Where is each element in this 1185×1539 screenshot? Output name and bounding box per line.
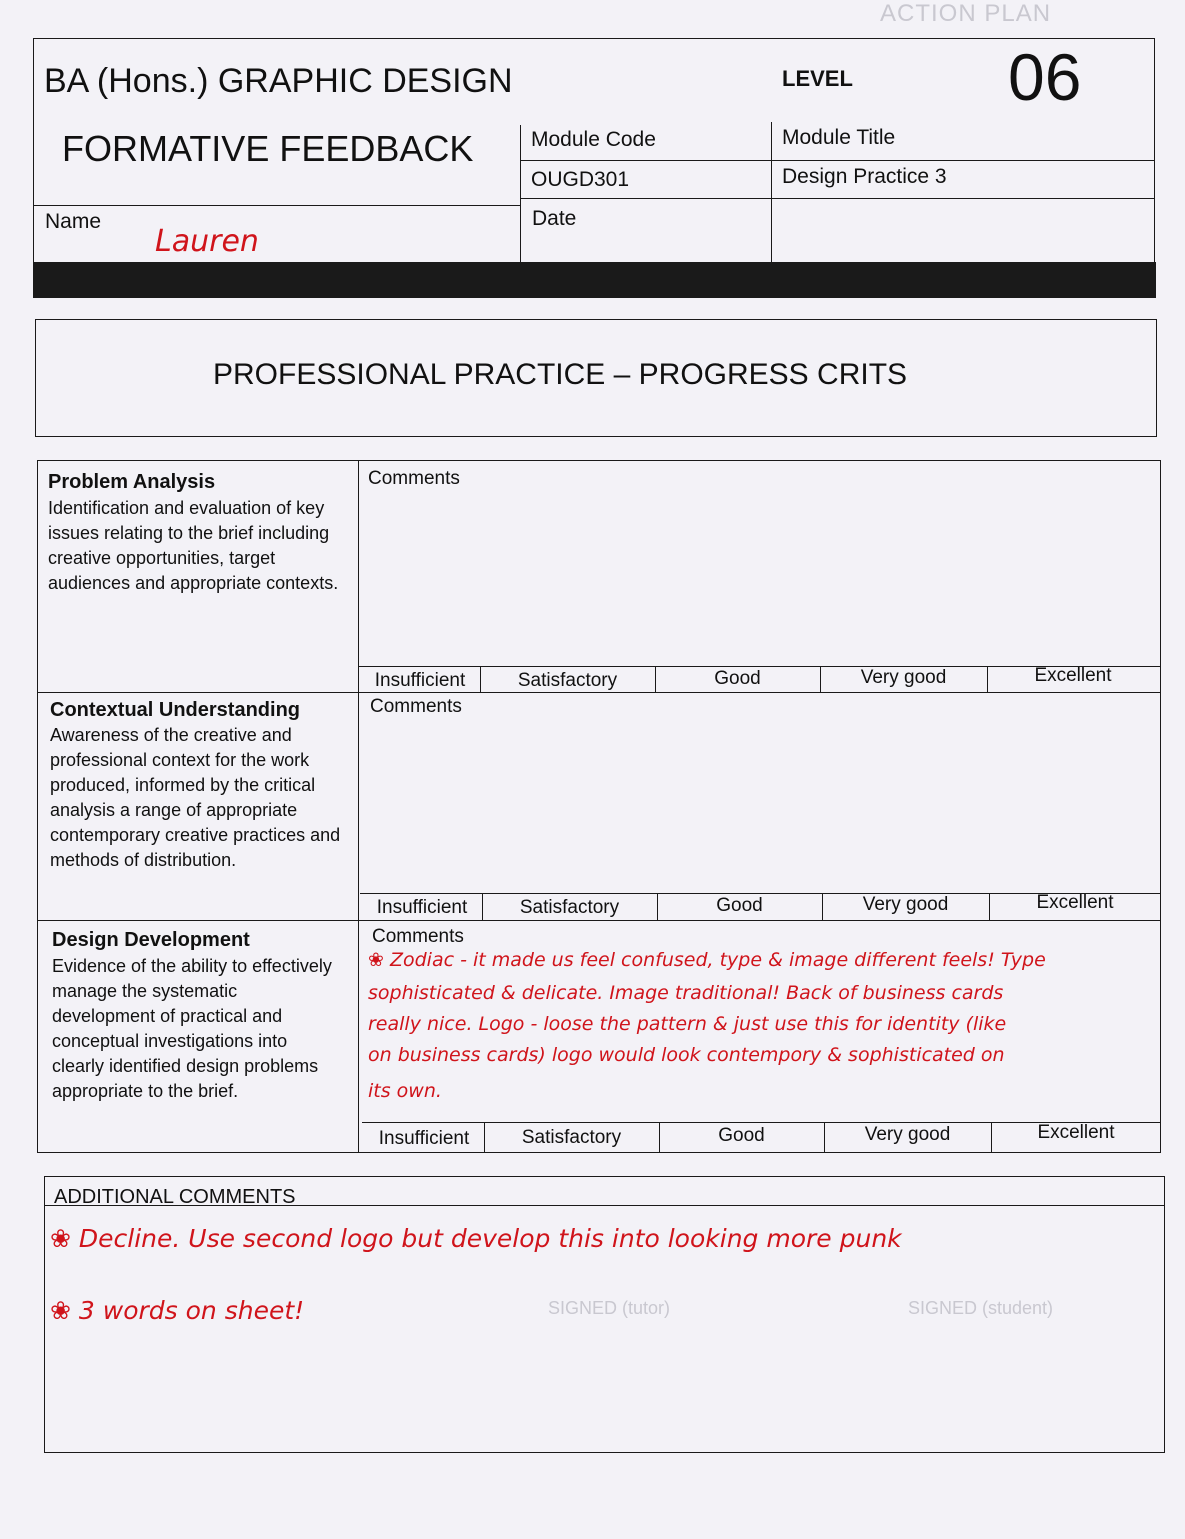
- section-title: PROFESSIONAL PRACTICE – PROGRESS CRITS: [213, 358, 908, 391]
- additional-comments-label: ADDITIONAL COMMENTS: [54, 1186, 296, 1208]
- handwritten-comment-line: its own.: [368, 1080, 442, 1102]
- bleed-through-signed-student: SIGNED (student): [908, 1298, 1054, 1318]
- rating-insufficient[interactable]: Insufficient: [378, 1128, 470, 1149]
- rating-satisfactory[interactable]: Satisfactory: [519, 897, 620, 918]
- handwritten-comment-line: sophisticated & delicate. Image traditional! Back of business cards: [368, 982, 1004, 1004]
- criterion-title-problem-analysis: Problem Analysis: [48, 471, 216, 493]
- name-value-handwritten: Lauren: [155, 224, 259, 259]
- rating-excellent[interactable]: Excellent: [1034, 665, 1112, 686]
- additional-comment-line: ❀ Decline. Use second logo but develop this into looking more punk: [50, 1224, 902, 1253]
- rating-very-good[interactable]: Very good: [860, 667, 947, 688]
- criterion-description-problem-analysis: Identification and evaluation of key issues relating to the brief including creative opportunities, target audiences and appropriate contexts.: [48, 498, 339, 593]
- rating-satisfactory[interactable]: Satisfactory: [517, 670, 618, 691]
- bleed-through-action-plan: ACTION PLAN: [880, 0, 1052, 27]
- rating-good[interactable]: Good: [718, 1125, 765, 1146]
- handwritten-comment-line: on business cards) logo would look contempory & sophisticated on: [368, 1044, 1005, 1066]
- name-label: Name: [45, 210, 102, 233]
- handwritten-comment-line: ❀ Zodiac - it made us feel confused, type & image different feels! Type: [368, 949, 1046, 971]
- bleed-through-signed-tutor: SIGNED (tutor): [548, 1298, 671, 1318]
- comments-label-problem-analysis: Comments: [368, 468, 460, 489]
- form-type-title: FORMATIVE FEEDBACK: [62, 128, 474, 169]
- course-title: BA (Hons.) GRAPHIC DESIGN: [44, 62, 513, 100]
- rating-insufficient[interactable]: Insufficient: [374, 670, 466, 691]
- date-label: Date: [532, 207, 577, 230]
- header-black-bar: [33, 262, 1156, 298]
- rating-satisfactory[interactable]: Satisfactory: [521, 1127, 622, 1148]
- criterion-description-design-development: Evidence of the ability to effectively manage the systematic development of practical and conceptual investigations into clearly identified design problems appropriate to the brief.: [52, 956, 332, 1101]
- rating-good[interactable]: Good: [714, 668, 761, 689]
- level-label: LEVEL: [782, 66, 853, 91]
- additional-comment-line: ❀ 3 words on sheet!: [50, 1296, 305, 1325]
- comments-label-design-development: Comments: [372, 926, 464, 947]
- rating-excellent[interactable]: Excellent: [1036, 892, 1114, 913]
- handwritten-comment-line: really nice. Logo - loose the pattern & just use this for identity (like: [368, 1013, 1007, 1035]
- rating-very-good[interactable]: Very good: [864, 1124, 951, 1145]
- module-code-label: Module Code: [531, 128, 656, 151]
- rating-good[interactable]: Good: [716, 895, 763, 916]
- criterion-title-design-development: Design Development: [52, 929, 250, 951]
- criterion-title-contextual-understanding: Contextual Understanding: [50, 699, 301, 721]
- criterion-description-contextual-understanding: Awareness of the creative and professional context for the work produced, informed by the critical analysis a range of appropriate contemporary creative practices and methods of distribution.: [50, 725, 341, 870]
- module-code-value: OUGD301: [531, 168, 630, 191]
- rating-insufficient[interactable]: Insufficient: [376, 897, 468, 918]
- module-title-value: Design Practice 3: [782, 165, 947, 188]
- level-value: 06: [1008, 40, 1082, 114]
- rating-very-good[interactable]: Very good: [862, 894, 949, 915]
- comments-label-contextual-understanding: Comments: [370, 696, 462, 717]
- rating-excellent[interactable]: Excellent: [1037, 1122, 1115, 1143]
- module-title-label: Module Title: [782, 126, 896, 149]
